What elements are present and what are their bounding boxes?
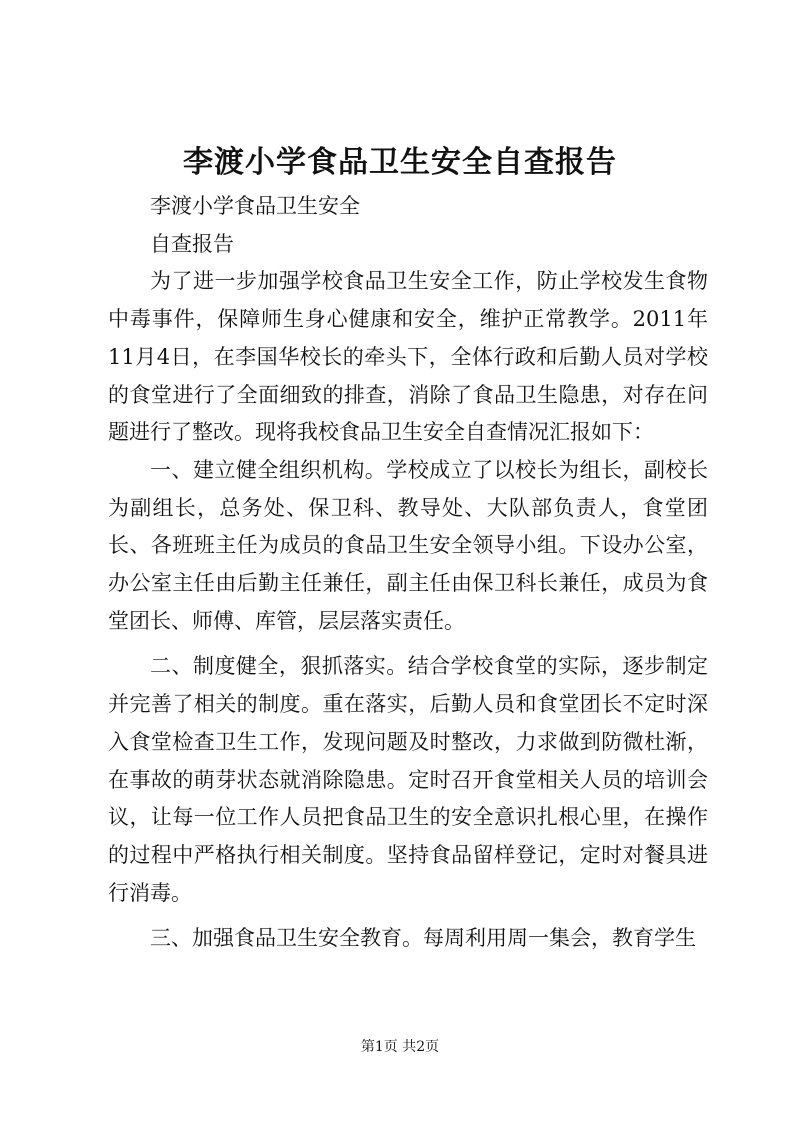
paragraph-section-1: 一、建立健全组织机构。学校成立了以校长为组长，副校长为副组长，总务处、保卫科、教导处、大队部负责人，食堂团长、各班班主任为成员的食品卫生安全领导小组。下设办公室，办公室主任由后勤主任兼任，副主任由保卫科长兼任，成员为食堂团长、师傅、库管，层层落实责任。 [108, 457, 708, 633]
paragraph-intro: 为了进一步加强学校食品卫生安全工作，防止学校发生食物中毒事件，保障师生身心健康和安全，维护正常教学。2011年11月4日，在李国华校长的牵头下，全体行政和后勤人员对学校的食堂进行了全面细致的排查，消除了食品卫生隐患，对存在问题进行了整改。现将我校食品卫生安全自查情况汇报如下： [108, 269, 708, 445]
paragraph-subtitle-line-2: 自查报告 [150, 231, 234, 256]
page-footer: 第1页 共2页 [360, 1039, 440, 1055]
paragraph-section-3: 三、加强食品卫生安全教育。每周利用周一集会，教育学生 [150, 926, 696, 951]
paragraph-subtitle-line-1: 李渡小学食品卫生安全 [150, 194, 360, 218]
paragraph-section-2: 二、制度健全，狠抓落实。结合学校食堂的实际，逐步制定并完善了相关的制度。重在落实，后勤人员和食堂团长不定时深入食堂检查卫生工作，发现问题及时整改，力求做到防微杜渐，在事故的萌芽状态就消除隐患。定时召开食堂相关人员的培训会议，让每一位工作人员把食品卫生的安全意识扎根心里，在操作的过程中严格执行相关制度。坚持食品留样登记，定时对餐具进行消毒。 [108, 654, 708, 905]
document-body [108, 188, 708, 958]
document-title: 李渡小学食品卫生安全自查报告 [183, 145, 617, 180]
